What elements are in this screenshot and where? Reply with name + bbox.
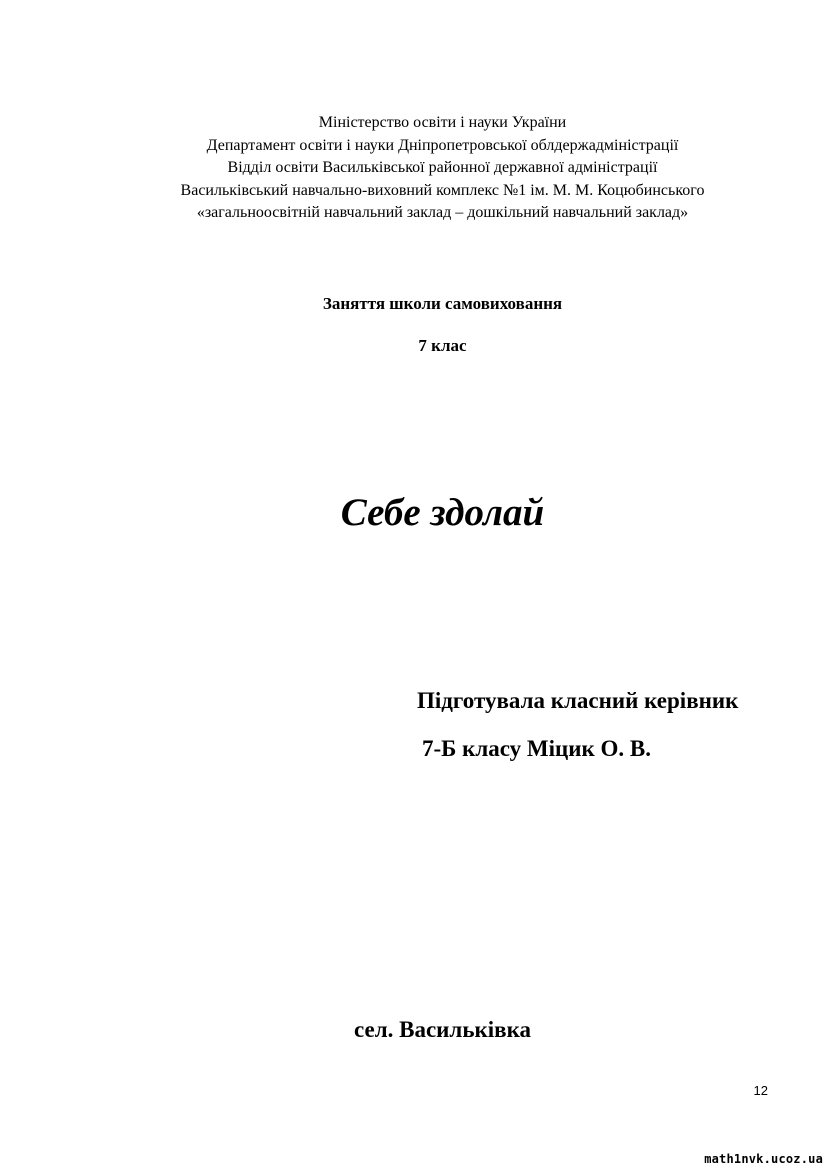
place-line: сел. Васильківка bbox=[354, 1017, 531, 1042]
lesson-subject: Заняття школи самовиховання bbox=[322, 294, 563, 313]
teacher-line: 7-Б класу Міцик О. В. bbox=[422, 736, 652, 761]
grade-label: 7 клас bbox=[418, 336, 467, 355]
page-title: Себе здолай bbox=[340, 491, 545, 534]
school-name-line: Васильківський навчально-виховний комплекс №1 ім. М. М. Коцюбинського bbox=[180, 181, 705, 199]
institution-header bbox=[0, 112, 827, 225]
department-line: Департамент освіти і науки Дніпропетровської облдержадміністрації bbox=[206, 136, 679, 154]
prepared-by-line: Підготувала класний керівник bbox=[417, 688, 739, 713]
ministry-line: Міністерство освіти і науки України bbox=[318, 114, 567, 131]
school-type-line: «загальноосвітній навчальний заклад – дошкільний навчальний заклад» bbox=[196, 204, 689, 221]
site-watermark: math1nvk.ucoz.ua bbox=[704, 1152, 823, 1166]
page-number: 12 bbox=[753, 1083, 768, 1098]
education-office-line: Відділ освіти Васильківської районної державної адміністрації bbox=[227, 159, 658, 176]
